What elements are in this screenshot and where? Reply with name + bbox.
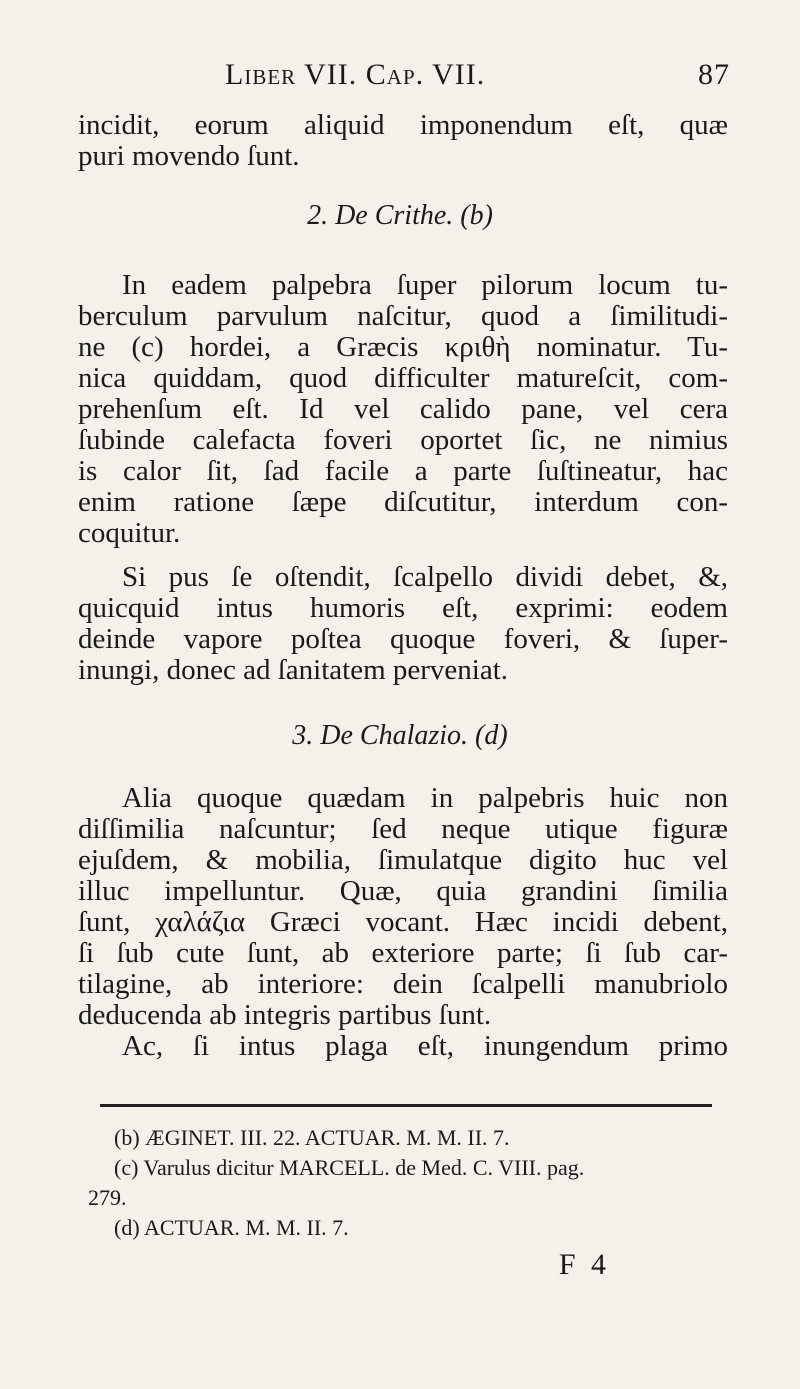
text-line: In eadem palpebra ſuper pilorum locum tu-: [122, 269, 728, 301]
text-line: ſi ſub cute ſunt, ab exteriore parte; ſi ſub car-: [78, 937, 728, 969]
page-number: 87: [698, 58, 730, 91]
text-line: prehenſum eſt. Id vel calido pane, vel cera: [78, 393, 728, 425]
text-line: quicquid intus humoris eſt, exprimi: eodem: [78, 592, 728, 624]
text-line: ſunt, χαλάζια Græci vocant. Hæc incidi debent,: [78, 906, 728, 938]
text-line: berculum parvulum naſcitur, quod a ſimilitudi-: [78, 300, 728, 332]
section-heading-chalazio: 3. De Chalazio. (d): [292, 720, 508, 751]
paragraph-crithe-2: [78, 562, 728, 686]
page-header: [225, 58, 730, 98]
text-line: illuc impelluntur. Quæ, quia grandini ſimilia: [78, 875, 728, 907]
text-line: coquitur.: [78, 517, 181, 549]
text-line: inungi, donec ad ſanitatem perveniat.: [78, 654, 509, 686]
printer-signature: F 4: [558, 1248, 610, 1281]
text-line: deducenda ab integris partibus ſunt.: [78, 999, 492, 1031]
text-line: deinde vapore poſtea quoque foveri, & ſuper-: [78, 623, 728, 655]
text-line: Si pus ſe oſtendit, ſcalpello dividi debet, &,: [122, 561, 728, 593]
footnote-b: (b) ÆGINET. III. 22. ACTUAR. M. M. II. 7.: [114, 1125, 510, 1150]
text-line: is calor ſit, ſad facile a parte ſuſtineatur, hac: [78, 455, 728, 487]
footnote-d: (d) ACTUAR. M. M. II. 7.: [114, 1215, 349, 1240]
section-heading-crithe: 2. De Crithe. (b): [307, 200, 493, 231]
paragraph-chalazio-1: [78, 783, 728, 1031]
text-line: nica quiddam, quod difficulter matureſcit, com-: [78, 362, 728, 394]
text-line: Ac, ſi intus plaga eſt, inungendum primo: [122, 1030, 728, 1062]
text-line: Alia quoque quædam in palpebris huic non: [122, 782, 728, 814]
running-head: Liber VII. Cap. VII.: [225, 58, 486, 91]
text-line: ejuſdem, & mobilia, ſimulatque digito huc vel: [78, 844, 728, 876]
footnotes: [88, 1123, 738, 1243]
paragraph-crithe-1: [78, 270, 728, 549]
footnote-c-continuation: 279.: [88, 1185, 127, 1210]
text-line: tilagine, ab interiore: dein ſcalpelli manubriolo: [78, 968, 728, 1000]
text-line: enim ratione ſæpe diſcutitur, interdum con-: [78, 486, 728, 518]
text-line: diſſimilia naſcuntur; ſed neque utique figuræ: [78, 813, 728, 845]
text-line: puri movendo ſunt.: [78, 140, 300, 172]
footnote-c: (c) Varulus dicitur MARCELL. de Med. C. VIII. pag.: [114, 1155, 585, 1180]
text-line: ne (c) hordei, a Græcis κριθὴ nominatur. Tu-: [78, 331, 728, 363]
opening-paragraph: [78, 110, 728, 172]
text-line: incidit, eorum aliquid imponendum eſt, quæ: [78, 109, 728, 141]
text-line: ſubinde calefacta foveri oportet ſic, ne nimius: [78, 424, 728, 456]
footnote-rule: [100, 1104, 712, 1107]
paragraph-chalazio-2: [78, 1031, 728, 1062]
